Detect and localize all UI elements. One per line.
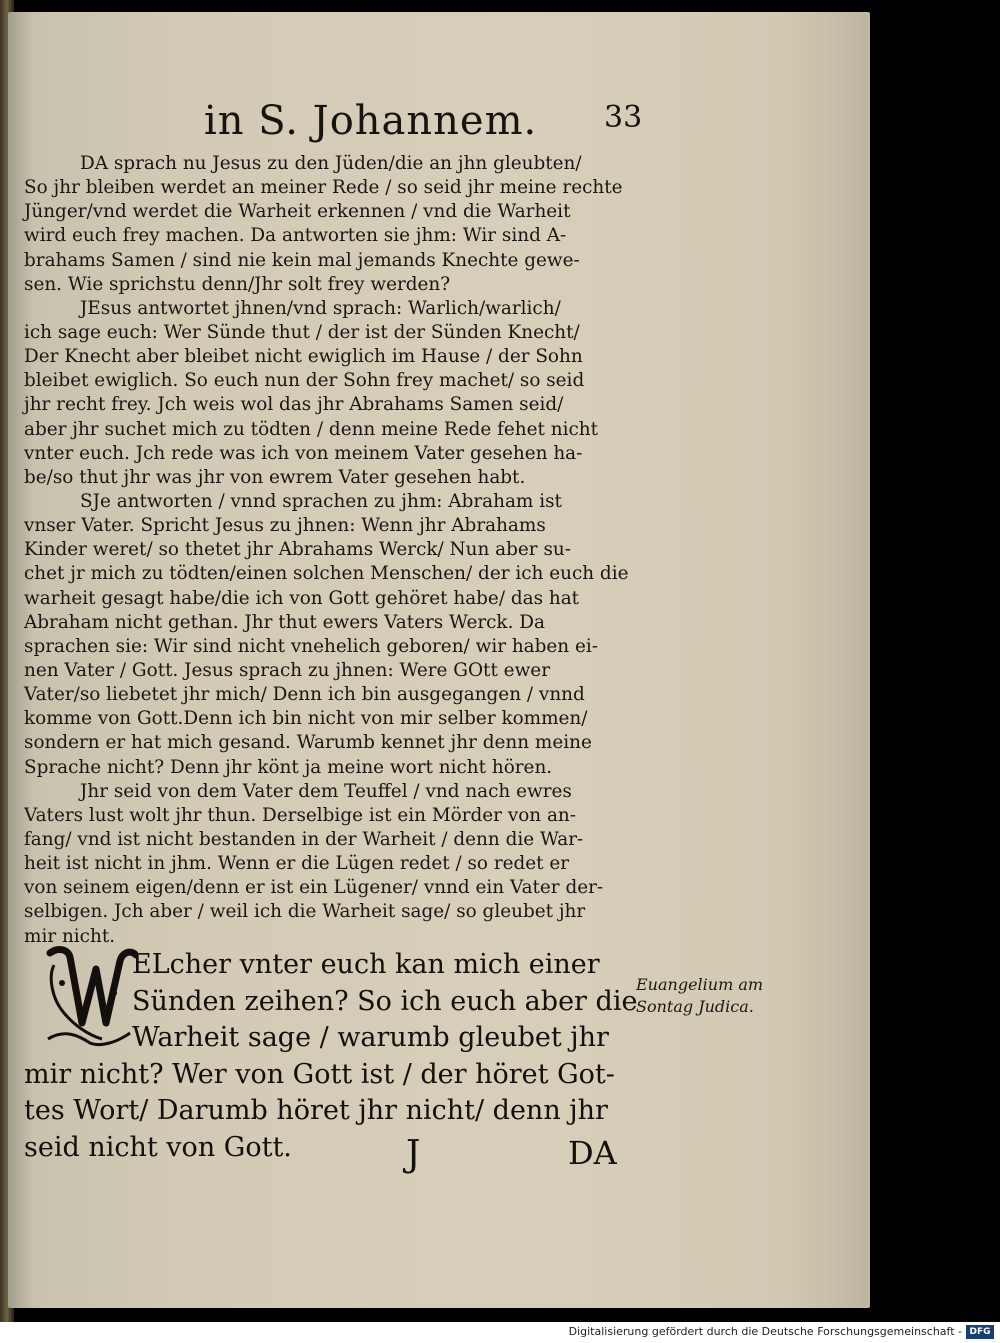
text-line: mir nicht. [24, 925, 116, 947]
text-line: sen. Wie sprichstu denn/Jhr solt frey werden? [24, 273, 451, 295]
funding-notice: Digitalisierung gefördert durch die Deutsche Forschungsgemeinschaft - [568, 1325, 962, 1338]
text-line: So jhr bleiben werdet an meiner Rede / so seid jhr meine rechte [24, 177, 623, 199]
text-line: JEsus antwortet jhnen/vnd sprach: Warlich/warlich/ [80, 297, 561, 319]
text-line: jhr recht frey. Jch weis wol das jhr Abrahams Samen seid/ [24, 394, 564, 416]
text-line: nen Vater / Gott. Jesus sprach zu jhnen: Were GOtt ewer [24, 659, 550, 681]
running-title: in S. Johannem. [204, 98, 538, 144]
page-number: 33 [604, 100, 643, 135]
dfg-logo: DFG [966, 1325, 994, 1339]
text-line: bleibet ewiglich. So euch nun der Sohn frey machet/ so seid [24, 370, 585, 392]
catchword: DA [568, 1134, 617, 1172]
text-line: sprachen sie: Wir sind nicht vnehelich geboren/ wir haben ei- [24, 635, 598, 657]
text-line: sondern er hat mich gesand. Warumb kennet jhr denn meine [24, 732, 592, 754]
gospel-line: tes Wort/ Darumb höret jhr nicht/ denn jhr [24, 1095, 608, 1126]
text-line: Jhr seid von dem Vater dem Teuffel / vnd nach ewres [80, 780, 572, 802]
text-line: fang/ vnd ist nicht bestanden in der Warheit / denn die War- [24, 828, 584, 850]
text-line: SJe antworten / vnnd sprachen zu jhm: Abraham ist [80, 490, 562, 512]
footer-bar [0, 1322, 1000, 1343]
text-line: brahams Samen / sind nie kein mal jemands Knechte gewe- [24, 249, 580, 271]
text-line: Der Knecht aber bleibet nicht ewiglich im Hause / der Sohn [24, 346, 583, 368]
text-line: wird euch frey machen. Da antworten sie jhm: Wir sind A- [24, 225, 567, 247]
text-line: von seinem eigen/denn er ist ein Lügener/ vnnd ein Vater der- [24, 877, 604, 899]
text-line: Kinder weret/ so thetet jhr Abrahams Werck/ Nun aber su- [24, 539, 571, 561]
text-line: ich sage euch: Wer Sünde thut / der ist der Sünden Knecht/ [24, 321, 580, 343]
body-text [24, 152, 644, 949]
margin-note-line: Sontag Judica. [636, 997, 754, 1016]
gospel-line: ELcher vnter euch kan mich einer [132, 949, 600, 980]
ornamental-initial-w-icon [44, 943, 138, 1047]
book-page [8, 12, 870, 1308]
text-line: Vaters lust wolt jhr thun. Derselbige ist ein Mörder von an- [24, 804, 576, 826]
text-line: heit ist nicht in jhm. Wenn er die Lügen redet / so redet er [24, 853, 570, 875]
text-line: Abraham nicht gethan. Jhr thut ewers Vaters Werck. Da [24, 611, 545, 633]
text-line: Sprache nicht? Denn jhr könt ja meine wort nicht hören. [24, 756, 553, 778]
gospel-line: Sünden zeihen? So ich euch aber die [132, 985, 638, 1017]
page-header [8, 98, 878, 142]
text-line: selbigen. Jch aber / weil ich die Warheit sage/ so gleubet jhr [24, 901, 586, 923]
gospel-reading [24, 947, 644, 1166]
text-line: warheit gesagt habe/die ich von Gott gehöret habe/ das hat [24, 587, 580, 609]
text-line: vnter euch. Jch rede was ich von meinem Vater gesehen ha- [24, 442, 583, 464]
marginal-note [636, 974, 806, 1018]
text-line: DA sprach nu Jesus zu den Jüden/die an jhn gleubten/ [80, 153, 582, 174]
text-line: chet jr mich zu tödten/einen solchen Menschen/ der ich euch die [24, 563, 629, 585]
text-line: aber jhr suchet mich zu tödten / denn meine Rede fehet nicht [24, 418, 599, 440]
text-line: Jünger/vnd werdet die Warheit erkennen / vnd die Warheit [24, 201, 571, 223]
text-line: vnser Vater. Spricht Jesus zu jhnen: Wenn jhr Abrahams [24, 515, 546, 537]
text-line: Vater/so liebetet jhr mich/ Denn ich bin ausgegangen / vnnd [24, 684, 585, 706]
gospel-line: Warheit sage / warumb gleubet jhr [132, 1022, 609, 1053]
signature-mark: J [406, 1134, 421, 1175]
text-line: be/so thut jhr was jhr von ewrem Vater gesehen habt. [24, 466, 526, 488]
gospel-line: seid nicht von Gott. [24, 1131, 292, 1163]
text-line: komme von Gott.Denn ich bin nicht von mir selber kommen/ [24, 708, 588, 730]
gospel-line: mir nicht? Wer von Gott ist / der höret Got- [24, 1058, 615, 1090]
margin-note-line: Euangelium am [636, 975, 764, 994]
